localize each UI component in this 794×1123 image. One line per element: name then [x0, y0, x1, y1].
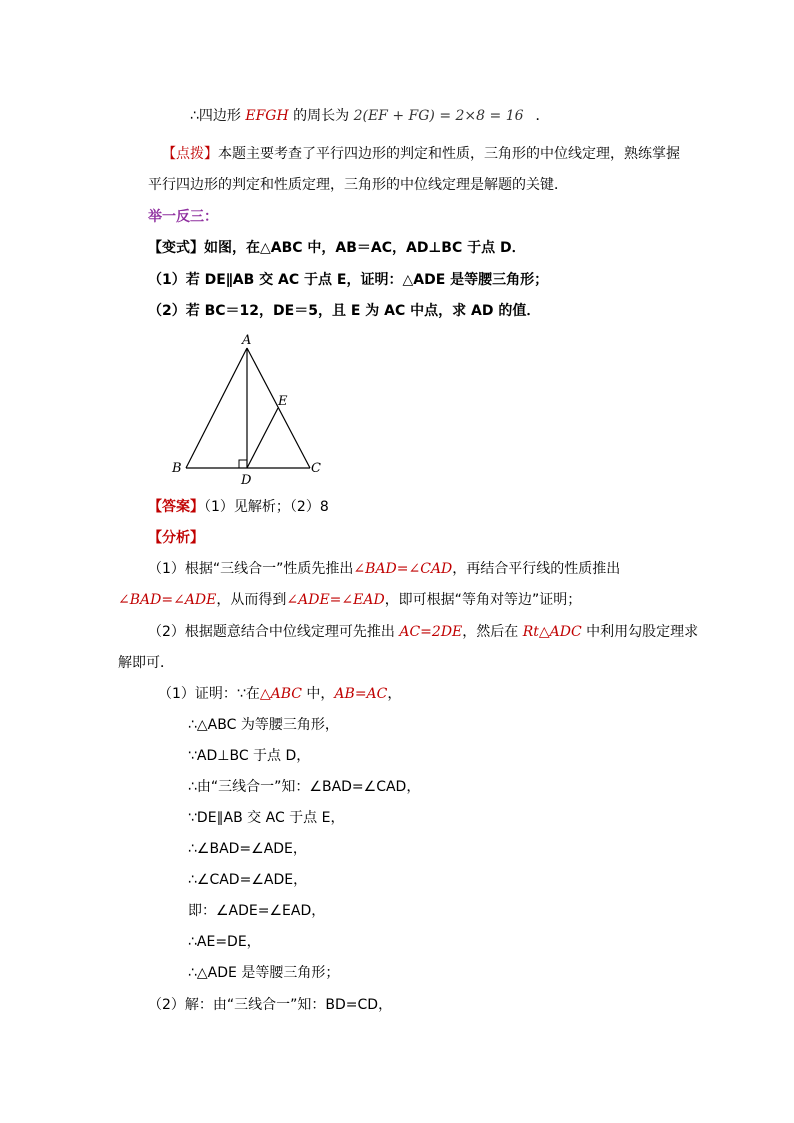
solution-step: ∵DE∥AB 交 AC 于点 E， — [188, 810, 345, 826]
analysis-p1-a: （1）根据“三线合一”性质先推出 — [148, 561, 354, 577]
analysis-p2-line-1 — [148, 622, 698, 642]
conclusion-line — [190, 106, 550, 126]
solution-part-2: （2）解：由“三线合一”知：BD=CD， — [148, 997, 393, 1013]
analysis-p2-math1: AC=2DE — [399, 624, 463, 640]
label-d: D — [241, 473, 252, 486]
analysis-p2-c: 中利用勾股定理求 — [581, 624, 699, 640]
quad-name: EFGH — [245, 108, 289, 124]
solution-step: ∴△ADE 是等腰三角形； — [188, 965, 340, 981]
conclusion-end: ． — [535, 108, 550, 124]
solution-s1-math1: △ABC — [259, 686, 302, 702]
tip-text-1: 本题主要考查了平行四边形的判定和性质，三角形的中位线定理，熟练掌握 — [218, 146, 680, 162]
analysis-p2-b: ，然后在 — [462, 624, 523, 640]
solution-s1-math2: AB=AC — [334, 686, 388, 702]
analysis-p2-a: （2）根据题意结合中位线定理可先推出 — [148, 624, 400, 640]
solution-step: ∴AE=DE， — [188, 934, 261, 950]
right-angle-mark — [239, 460, 247, 468]
segment-ab — [186, 348, 247, 468]
answer-line — [148, 497, 329, 517]
label-b: B — [172, 461, 182, 476]
analysis-p2-math2: Rt△ADC — [522, 624, 582, 640]
analysis-p1-line-2 — [118, 590, 581, 610]
analysis-p1-b: ，再结合平行线的性质推出 — [452, 561, 621, 577]
solution-step: ∵AD⊥BC 于点 D， — [188, 748, 311, 764]
analysis-p2-line-2: 解即可． — [118, 655, 174, 671]
triangle-figure — [168, 330, 338, 486]
problem-q1: （1）若 DE∥AB 交 AC 于点 E，证明：△ADE 是等腰三角形； — [148, 272, 549, 288]
analysis-p1-line-1 — [148, 559, 620, 579]
solution-line-1 — [158, 684, 401, 704]
solution-s1-c: ， — [387, 686, 402, 702]
label-a: A — [242, 333, 252, 348]
analysis-p1-math3: ∠ADE=∠EAD — [286, 592, 385, 608]
solution-step: 即：∠ADE=∠EAD， — [188, 903, 326, 919]
label-e: E — [278, 394, 288, 409]
answer-label: 【答案】 — [148, 499, 204, 515]
problem-stem: 【变式】如图，在△ABC 中，AB＝AC，AD⊥BC 于点 D． — [148, 240, 526, 256]
conclusion-mid: 的周长为 — [288, 108, 354, 124]
analysis-p1-c: ，从而得到 — [216, 592, 287, 608]
perimeter-formula: 2(EF + FG) = 2×8 = 16 — [353, 108, 524, 124]
analysis-label: 【分析】 — [148, 530, 204, 546]
problem-q2: （2）若 BC＝12，DE＝5，且 E 为 AC 中点，求 AD 的值． — [148, 303, 541, 319]
conclusion-prefix: ∴四边形 — [190, 108, 246, 124]
solution-step: ∴由“三线合一”知：∠BAD=∠CAD， — [188, 779, 421, 795]
solution-step: ∴△ABC 为等腰三角形， — [188, 717, 339, 733]
section-title: 举一反三： — [148, 209, 218, 225]
tip-text-2: 平行四边形的判定和性质定理，三角形的中位线定理是解题的关键． — [148, 177, 568, 193]
solution-s1-a: （1）证明：∵在 — [158, 686, 260, 702]
segment-de — [247, 408, 278, 468]
tip-line-1 — [162, 144, 680, 164]
label-c: C — [311, 461, 321, 476]
solution-step: ∴∠BAD=∠ADE， — [188, 841, 307, 857]
tip-label: 【点拨】 — [162, 146, 218, 162]
analysis-p1-d: ，即可根据“等角对等边”证明； — [384, 592, 582, 608]
analysis-p1-math2: ∠BAD=∠ADE — [118, 592, 217, 608]
tip-line-2 — [148, 175, 568, 195]
analysis-p1-math1: ∠BAD=∠CAD — [353, 561, 453, 577]
solution-s1-b: 中， — [301, 686, 335, 702]
solution-step: ∴∠CAD=∠ADE， — [188, 872, 308, 888]
answer-text: （1）见解析；（2）8 — [204, 499, 329, 515]
